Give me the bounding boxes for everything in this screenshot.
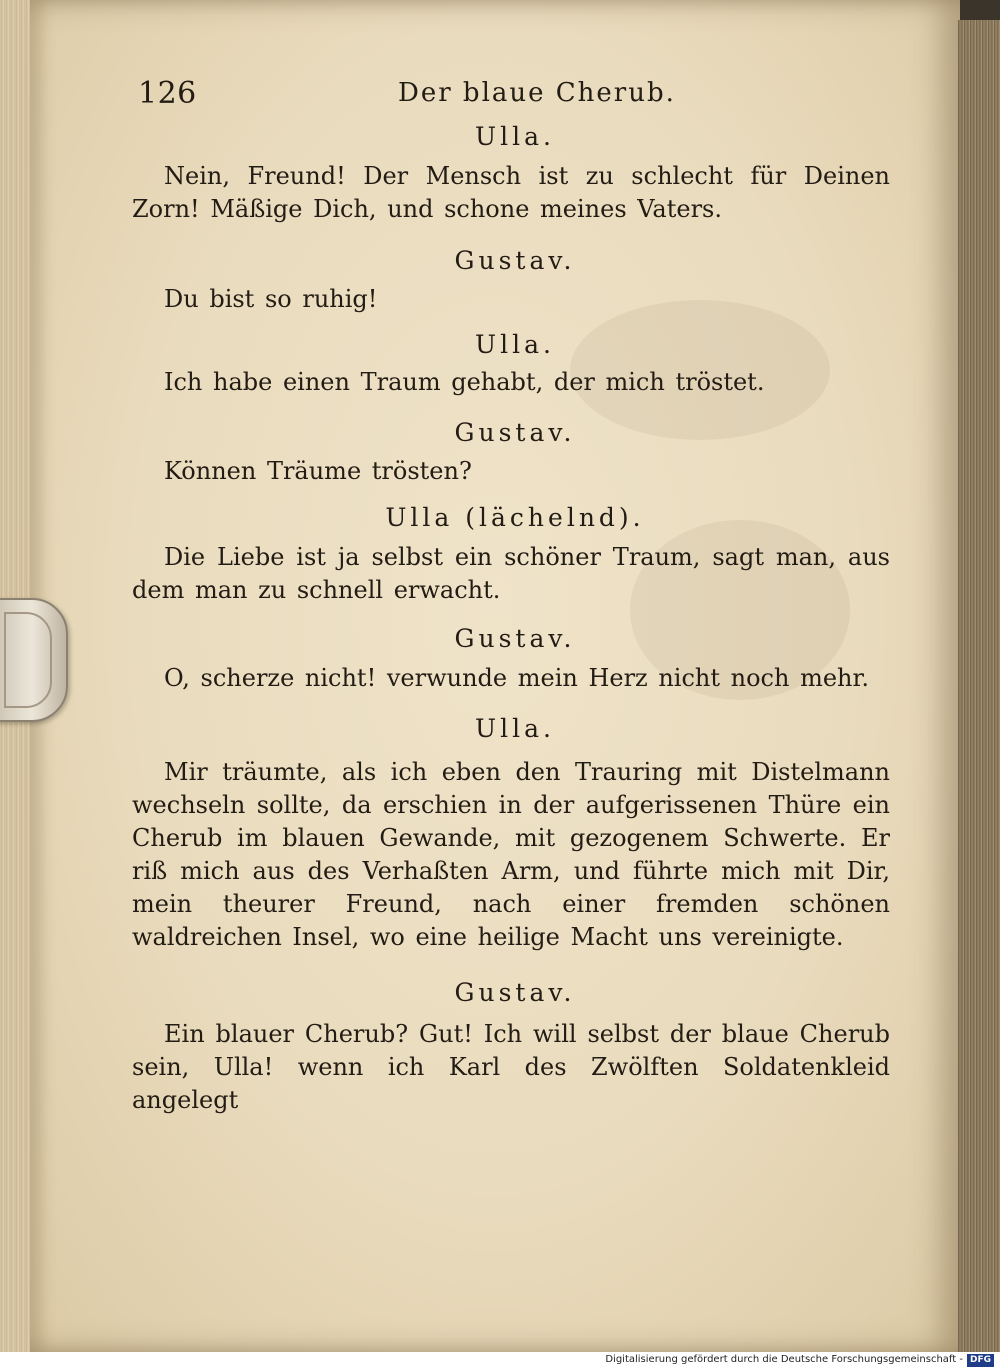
speaker-label: Ulla. [475, 122, 555, 151]
speaker-label: Gustav. [454, 978, 576, 1007]
dialogue-text: Du bist so ruhig! [164, 285, 378, 313]
speaker-label: Ulla. [475, 714, 555, 743]
running-head: Der blaue Cherub. [398, 78, 676, 108]
clip-inner [4, 612, 52, 708]
dialogue-text: Mir träumte, als ich eben den Trauring mit Distelmann wechseln sollte, da erschien in der aufgerissenen Thüre ein Cherub im blauen Gewande, mit gezogenem Schwerte. Er riß mich aus des Verhaßten Arm, und führte mich mit Dir, mein theurer Freund, nach einer fremden schönen waldreichen Insel, wo eine heilige Macht uns vereinigte. [132, 758, 890, 951]
page-number: 126 [138, 76, 197, 111]
footer-credit: Digitalisierung gefördert durch die Deutsche Forschungsgemeinschaft - [605, 1354, 963, 1365]
funding-footer [605, 1352, 994, 1368]
dialogue-text: Ich habe einen Traum gehabt, der mich tröstet. [164, 368, 765, 396]
speaker-label: Ulla. [475, 330, 555, 359]
dialogue-text: Nein, Freund! Der Mensch ist zu schlecht für Deinen Zorn! Mäßige Dich, und schone meines Vaters. [132, 162, 890, 223]
speaker-label: Gustav. [454, 246, 576, 275]
speaker-label: Gustav. [454, 418, 576, 447]
dialogue-text: Ein blauer Cherub? Gut! Ich will selbst der blaue Cherub sein, Ulla! wenn ich Karl des Zwölften Soldatenkleid angelegt [132, 1020, 890, 1114]
speaker-label: Ulla (lächelnd). [385, 503, 645, 532]
dialogue-text: O, scherze nicht! verwunde mein Herz nicht noch mehr. [164, 664, 869, 692]
page-edges-right [958, 20, 1000, 1352]
page-clip [0, 598, 68, 722]
dialogue-text: Die Liebe ist ja selbst ein schöner Traum, sagt man, aus dem man zu schnell erwacht. [132, 543, 890, 604]
dfg-logo: DFG [967, 1354, 994, 1367]
dialogue-text: Können Träume trösten? [164, 457, 472, 485]
speaker-label: Gustav. [454, 624, 576, 653]
